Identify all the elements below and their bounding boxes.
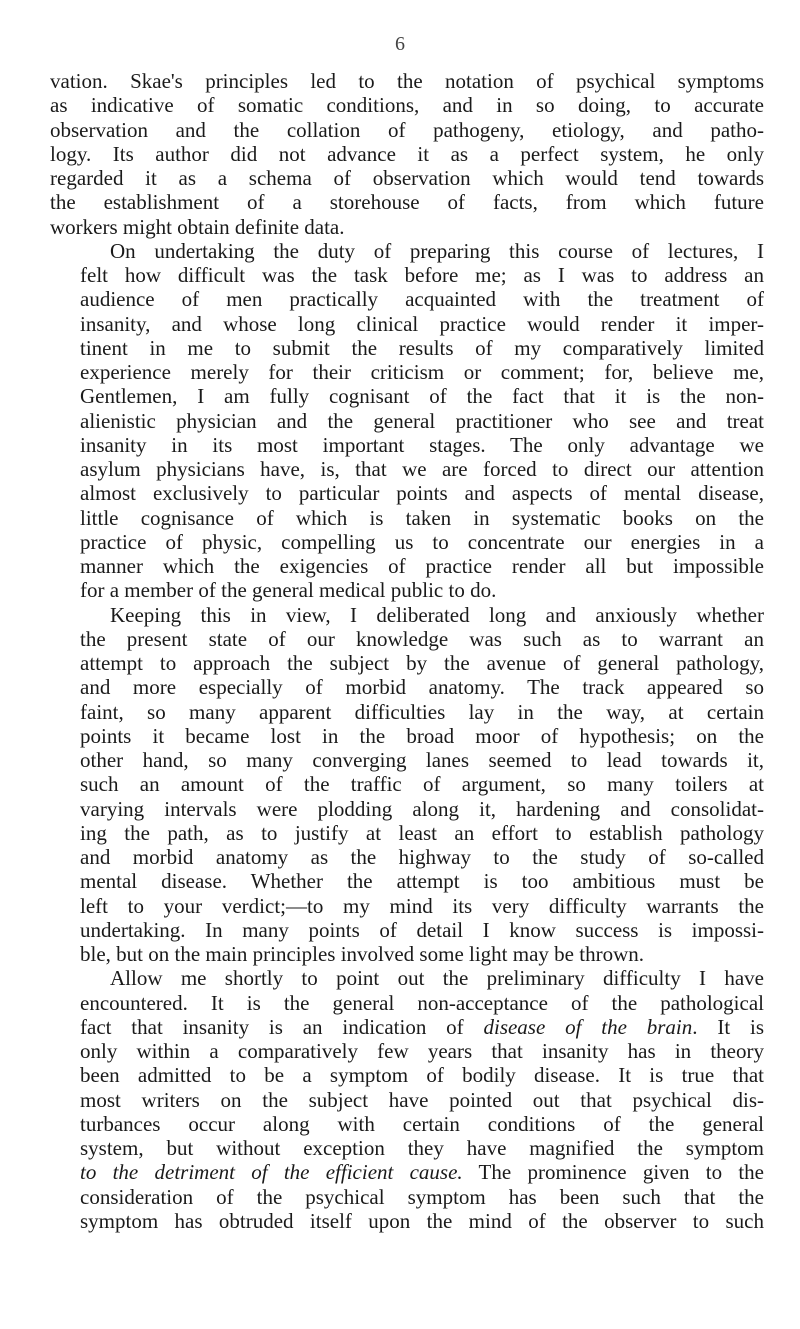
text-line: experience merely for their criticism or comment; for, believe me, [80,360,764,384]
text-line: observation and the collation of pathogeny, etiology, and patho- [50,117,764,142]
text-line: mental disease. Whether the attempt is too ambitious must be [80,869,764,894]
text-line: ing the path, as to justify at least an effort to establish pathology [80,820,764,845]
text-line: consideration of the psychical symptom has been such that the [80,1184,764,1209]
text-line: Gentlemen, I am fully cognisant of the fact that it is the non- [80,384,764,409]
text-line: little cognisance of which is taken in systematic books on the [80,505,764,530]
text-line: felt how difficult was the task before me; as I was to address an [80,263,764,287]
text-line: faint, so many apparent difficulties lay in the way, at certain [80,699,764,724]
text-line: the present state of our knowledge was such as to warrant an [80,626,764,651]
text-line: as indicative of somatic conditions, and in so doing, to accurate [50,93,764,118]
text-line: fact that insanity is an indication of disease of the brain. It is [80,1014,764,1039]
text-line: ble, but on the main principles involved some light may be thrown. [80,942,644,966]
text-line: practice of physic, compelling us to concentrate our energies in a [80,529,764,554]
paragraph-2 [50,239,764,603]
text-line: Allow me shortly to point out the preliminary difficulty I have [110,966,764,991]
text-line: only within a comparatively few years that insanity has in theory [80,1039,764,1063]
text-line: system, but without exception they have magnified the symptom [80,1136,764,1160]
text-line: other hand, so many converging lanes seemed to lead towards it, [80,748,764,772]
paragraph-4 [50,966,764,1233]
text-line: and morbid anatomy as the highway to the study of so-called [80,845,764,869]
text-line: such an amount of the traffic of argument, so many toilers at [80,772,764,797]
text-line: and more especially of morbid anatomy. The track appeared so [80,675,764,700]
body-text [50,69,764,1233]
text-line: On undertaking the duty of preparing this course of lectures, I [110,238,764,263]
text-line: points it became lost in the broad moor of hypothesis; on the [80,723,764,748]
text-line: audience of men practically acquainted with the treatment of [80,287,764,312]
text-line: symptom has obtruded itself upon the mind of the observer to such [80,1208,764,1233]
text-line: manner which the exigencies of practice render all but impossible [80,554,764,578]
paragraph-1 [50,69,764,239]
text-line: for a member of the general medical public to do. [80,578,497,603]
text-line: undertaking. In many points of detail I know success is impossi- [80,917,764,942]
text-line: encountered. It is the general non-acceptance of the pathological [80,990,764,1015]
text-line: workers might obtain definite data. [50,214,345,239]
text-line: insanity in its most important stages. The only advantage we [80,432,764,457]
paragraph-3 [50,603,764,967]
text-line: alienistic physician and the general practitioner who see and treat [80,408,764,433]
text-line: logy. Its author did not advance it as a perfect system, he only [50,141,764,166]
text-line: asylum physicians have, is, that we are forced to direct our attention [80,457,764,481]
text-line: varying intervals were plodding along it, hardening and consolidat- [80,796,764,821]
italic-phrase: to the detriment of the efficient cause. [80,1160,463,1185]
text-line: to the detriment of the efficient cause. The prominence given to the [80,1160,764,1185]
text-line: most writers on the subject have pointed out that psychical dis- [80,1087,764,1112]
text-line: Keeping this in view, I deliberated long and anxiously whether [110,602,764,627]
text-line: turbances occur along with certain conditions of the general [80,1111,764,1136]
text-line: regarded it as a schema of observation which would tend towards [50,166,764,190]
text-line: been admitted to be a symptom of bodily disease. It is true that [80,1063,764,1088]
text-line: almost exclusively to particular points and aspects of mental disease, [80,481,764,506]
italic-phrase: disease of the brain [483,1014,693,1039]
page-number: 6 [395,33,405,55]
text-line: attempt to approach the subject by the avenue of general pathology, [80,651,764,675]
text-line: vation. Skae's principles led to the notation of psychical symptoms [50,69,764,93]
text-line: left to your verdict;—to my mind its very difficulty warrants the [80,893,764,918]
text-line: tinent in me to submit the results of my comparatively limited [80,335,764,360]
text-line: the establishment of a storehouse of facts, from which future [50,190,764,215]
text-line: insanity, and whose long clinical practice would render it imper- [80,311,764,336]
